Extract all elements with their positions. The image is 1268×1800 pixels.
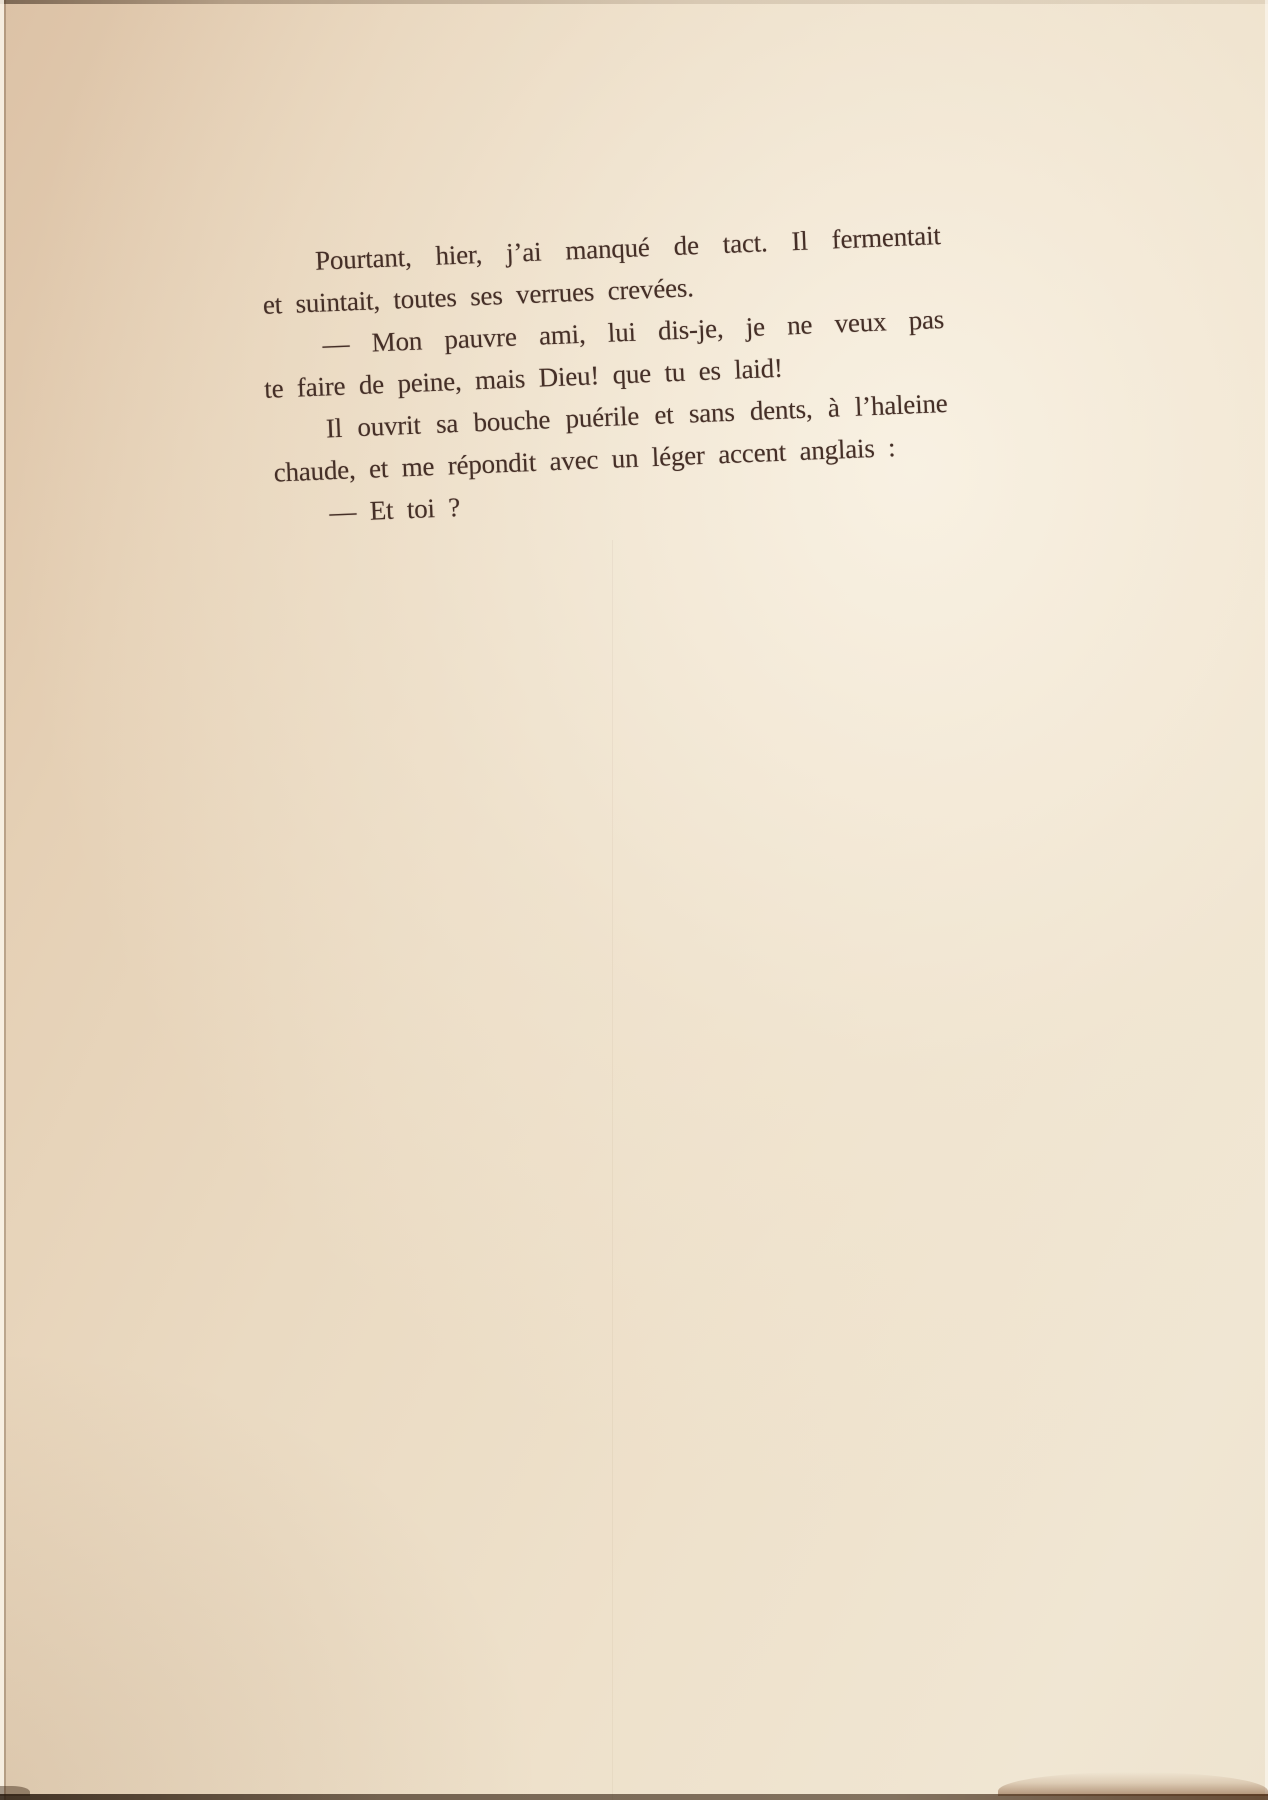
- scan-edge-left-dark: [4, 0, 6, 1800]
- text-block: [256, 214, 951, 536]
- scan-edge-bottom: [0, 1794, 1268, 1800]
- text-line: te faire de peine, mais Dieu! que tu es laid!: [263, 352, 784, 404]
- text-line: Il ouvrit sa bouche puérile et sans dents, à l’haleine: [325, 387, 949, 444]
- text-line: chaude, et me répondit avec un léger accent anglais :: [273, 432, 896, 488]
- text-line: Pourtant, hier, j’ai manqué de tact. Il fermentait: [314, 220, 942, 276]
- scan-smudge-bottom-right: [998, 1772, 1268, 1796]
- text-line: — Et toi ?: [328, 492, 461, 528]
- paper-crease: [612, 540, 613, 1800]
- scan-edge-top: [0, 0, 1268, 4]
- text-line: — Mon pauvre ami, lui dis-je, je ne veux pas: [321, 304, 945, 360]
- text-line: et suintait, toutes ses verrues crevées.: [262, 272, 695, 320]
